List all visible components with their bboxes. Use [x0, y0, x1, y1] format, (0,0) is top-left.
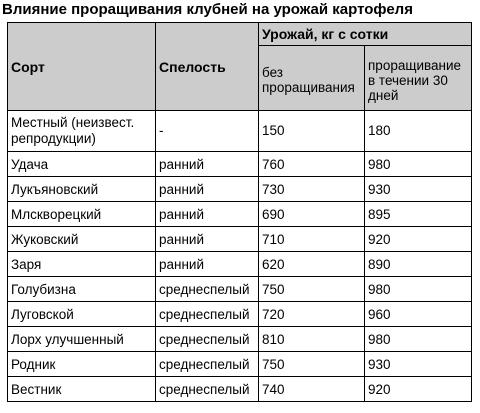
header-no-sprout-label: без проращивания — [262, 65, 355, 95]
header-yield-group: Урожай, кг с сотки — [259, 23, 472, 46]
cell-sprout30: 930 — [365, 352, 472, 377]
header-sprout30 — [365, 46, 472, 111]
table-row — [8, 111, 472, 152]
cell-no-sprout: 150 — [259, 111, 365, 152]
table-body — [8, 111, 472, 402]
cell-ripeness: ранний — [156, 252, 259, 277]
cell-ripeness: среднеспелый — [156, 327, 259, 352]
cell-no-sprout: 810 — [259, 327, 365, 352]
cell-ripeness: ранний — [156, 177, 259, 202]
cell-no-sprout: 740 — [259, 377, 365, 402]
cell-ripeness: ранний — [156, 227, 259, 252]
cell-variety: Родник — [8, 352, 156, 377]
cell-variety: Млсквoрецкий — [8, 202, 156, 227]
cell-ripeness: среднеспелый — [156, 302, 259, 327]
cell-no-sprout: 730 — [259, 177, 365, 202]
cell-variety: Заря — [8, 252, 156, 277]
cell-sprout30: 960 — [365, 302, 472, 327]
table-header-row — [8, 23, 472, 46]
table-row — [8, 352, 472, 377]
cell-ripeness: среднеспелый — [156, 377, 259, 402]
cell-no-sprout: 690 — [259, 202, 365, 227]
table-row — [8, 327, 472, 352]
cell-sprout30: 930 — [365, 177, 472, 202]
cell-ripeness: ранний — [156, 152, 259, 177]
cell-sprout30: 920 — [365, 227, 472, 252]
page-title: Влияние проращивания клубней на урожай картофеля — [2, 1, 413, 18]
table-row — [8, 177, 472, 202]
table-row — [8, 377, 472, 402]
header-ripeness: Спелость — [156, 23, 259, 111]
cell-ripeness: среднеспелый — [156, 352, 259, 377]
table-row — [8, 227, 472, 252]
cell-variety: Жуковский — [8, 227, 156, 252]
cell-sprout30: 180 — [365, 111, 472, 152]
cell-sprout30: 895 — [365, 202, 472, 227]
cell-variety: Голубизна — [8, 277, 156, 302]
cell-sprout30: 980 — [365, 152, 472, 177]
cell-variety: Лукъяновский — [8, 177, 156, 202]
cell-sprout30: 980 — [365, 277, 472, 302]
table-row — [8, 152, 472, 177]
cell-no-sprout: 750 — [259, 352, 365, 377]
yield-table — [7, 22, 472, 402]
cell-no-sprout: 620 — [259, 252, 365, 277]
cell-variety: Вестник — [8, 377, 156, 402]
cell-no-sprout: 750 — [259, 277, 365, 302]
cell-variety: Удача — [8, 152, 156, 177]
cell-variety: Местный (неизвест. репродукции) — [8, 111, 156, 152]
cell-variety: Луговской — [8, 302, 156, 327]
table-row — [8, 202, 472, 227]
cell-no-sprout: 710 — [259, 227, 365, 252]
cell-no-sprout: 720 — [259, 302, 365, 327]
cell-variety: Лорх улучшенный — [8, 327, 156, 352]
table-row — [8, 302, 472, 327]
header-sprout30-label: проращивание в течении 30 дней — [368, 57, 462, 103]
table-row — [8, 252, 472, 277]
cell-ripeness: среднеспелый — [156, 277, 259, 302]
cell-ripeness: ранний — [156, 202, 259, 227]
cell-no-sprout: 760 — [259, 152, 365, 177]
header-no-sprout — [259, 46, 365, 111]
table-row — [8, 277, 472, 302]
cell-sprout30: 920 — [365, 377, 472, 402]
header-variety: Сорт — [8, 23, 156, 111]
cell-sprout30: 980 — [365, 327, 472, 352]
cell-ripeness: - — [156, 111, 259, 152]
cell-sprout30: 890 — [365, 252, 472, 277]
